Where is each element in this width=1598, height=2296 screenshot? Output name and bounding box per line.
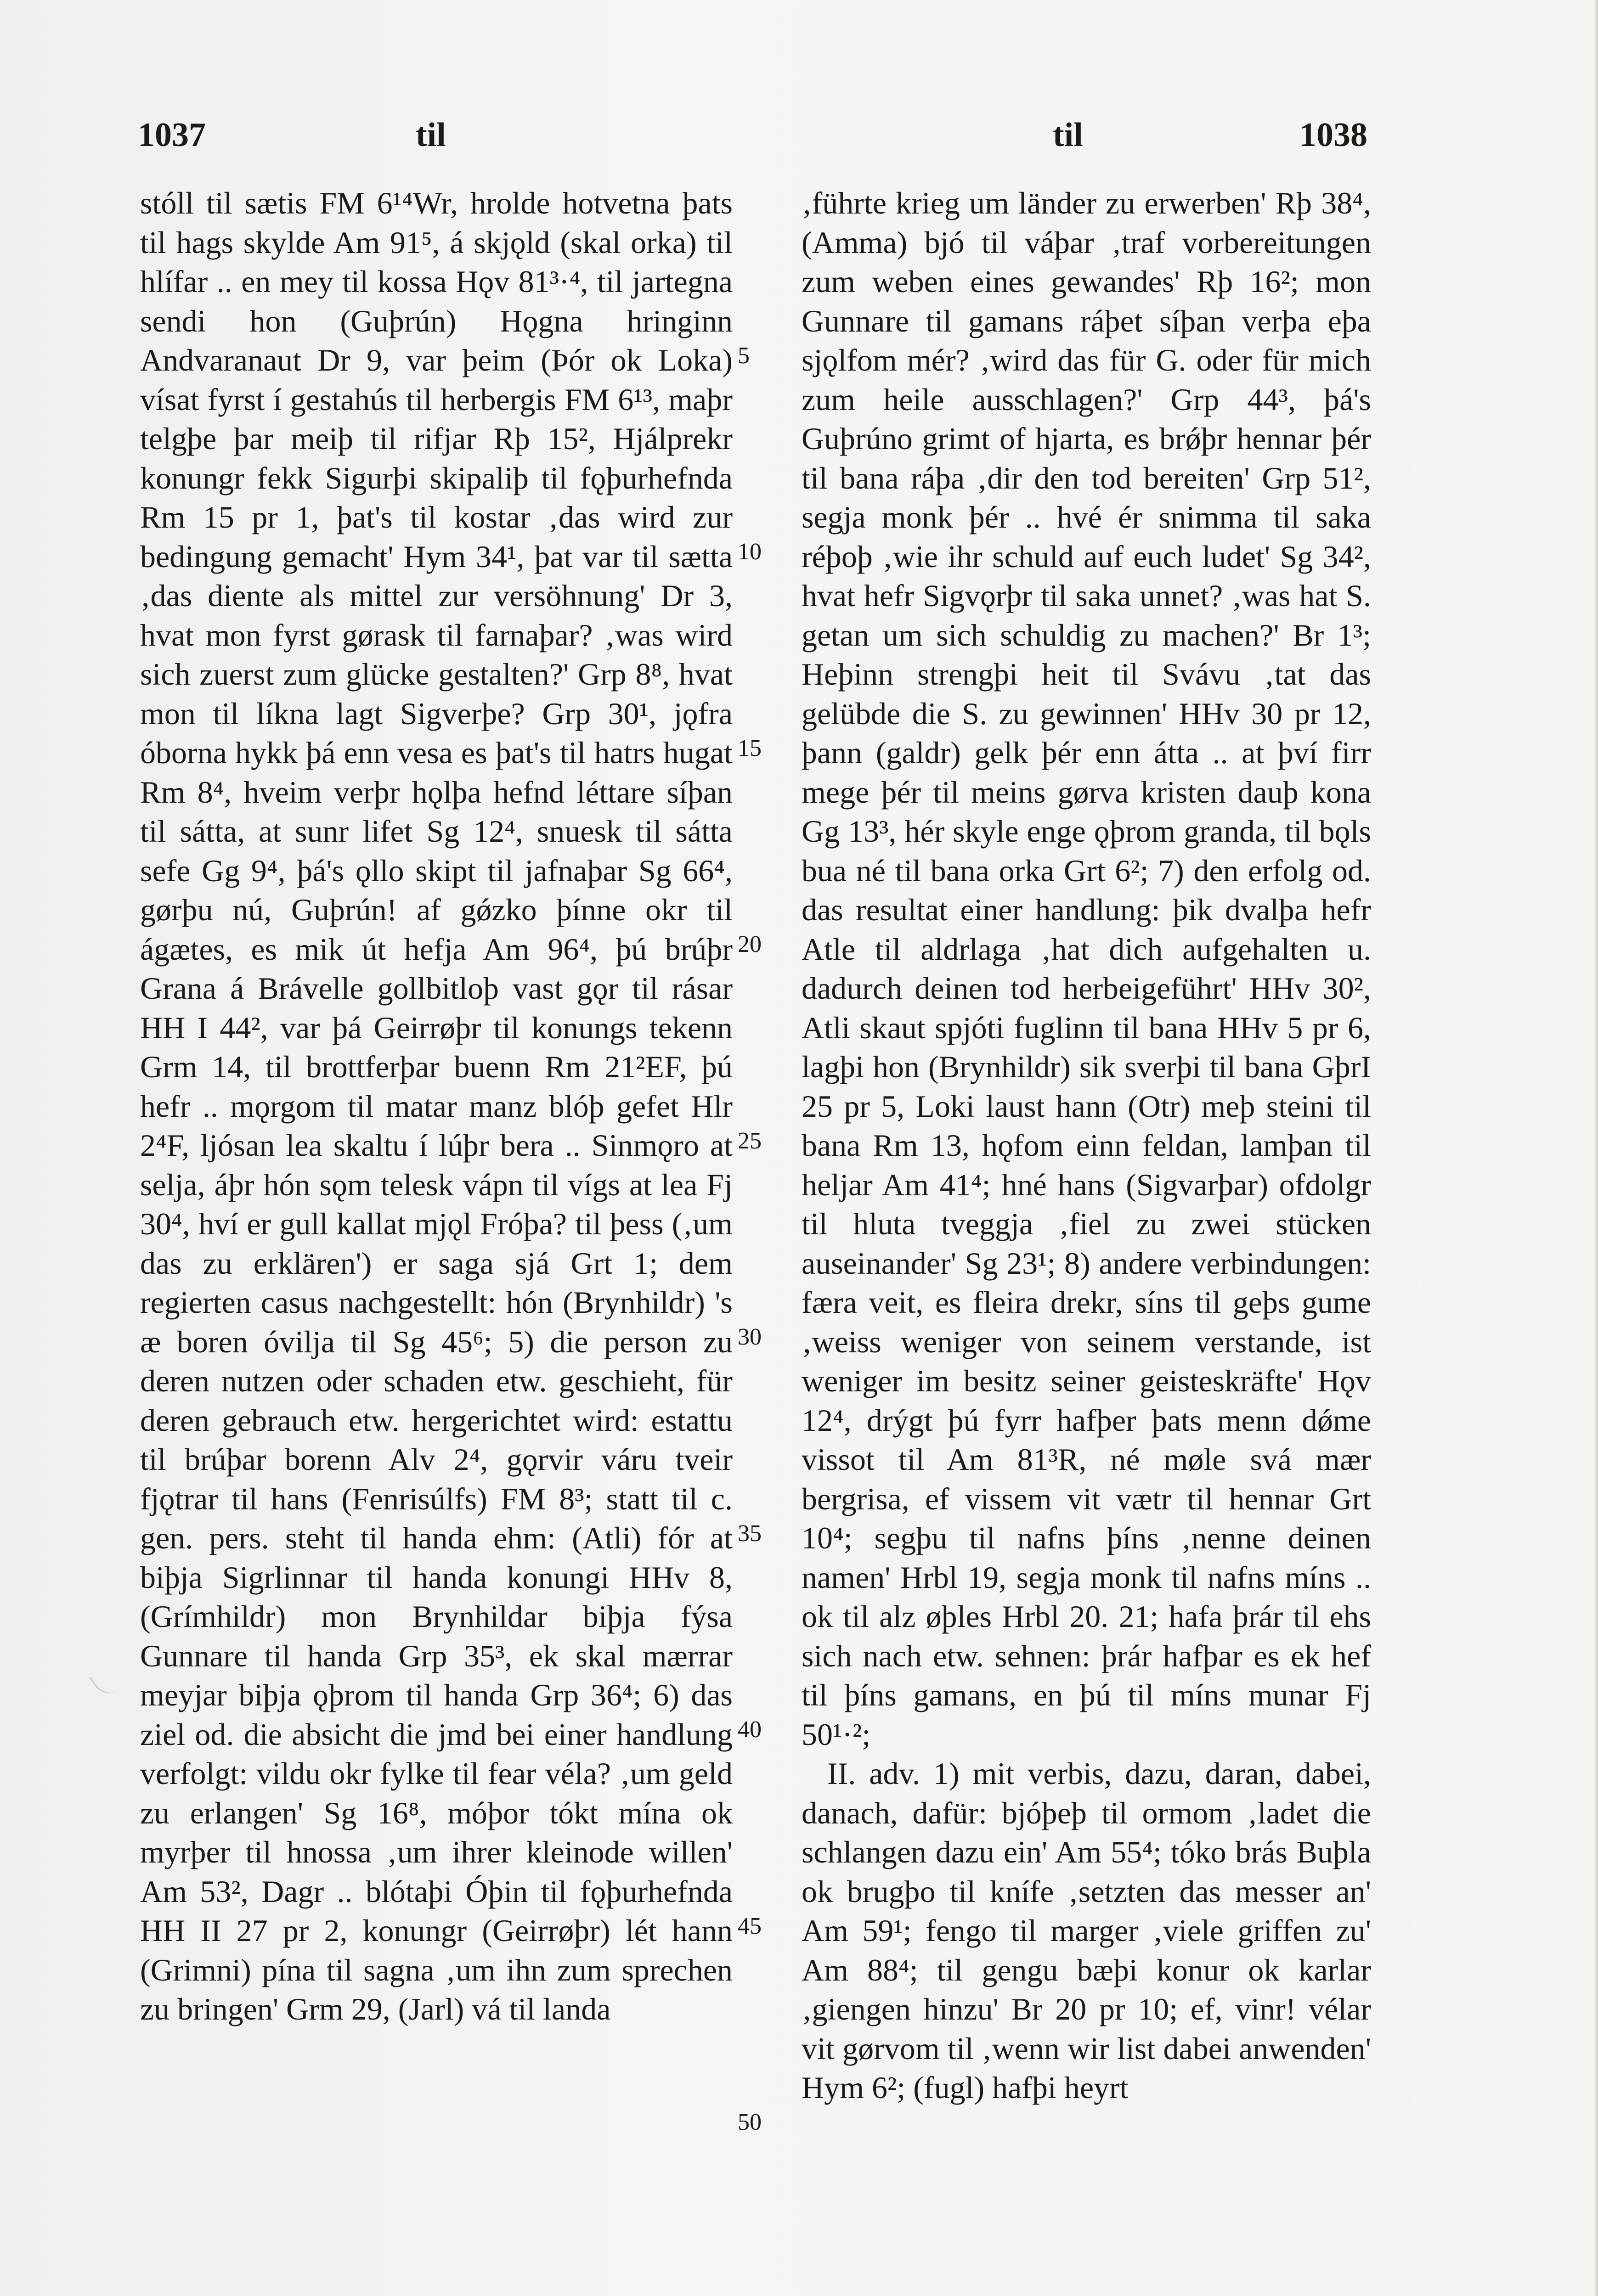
line-number: 5 [738, 343, 750, 369]
right-column [802, 184, 1371, 2108]
line-number: 20 [738, 931, 762, 957]
line-number: 45 [738, 1913, 762, 1939]
left-column-text: stóll til sætis FM 6¹⁴Wr, hrolde hotvetna þats til hags skylde Am 91⁵, á skjǫld (skal orka) til hlífar .. en mey til kossa Hǫv 81³·⁴, til jartegna sendi hon (Guþrún) Hǫgna hringinn Andvaranaut Dr 9, var þeim (Þór ok Loka) vísat fyrst í gestahús til herbergis FM 6¹³, maþr telgþe þar meiþ til rifjar Rþ 15², Hjálprekr konungr fekk Sigurþi skipaliþ til fǫþurhefnda Rm 15 pr 1, þat's til kostar ‚das wird zur bedingung gemacht' Hym 34¹, þat var til sætta ‚das diente als mittel zur versöhnung' Dr 3, hvat mon fyrst gørask til farnaþar? ‚was wird sich zuerst zum glücke gestalten?' Grp 8⁸, hvat mon til líkna lagt Sigverþe? Grp 30¹, jǫfra óborna hykk þá enn vesa es þat's til hatrs hugat Rm 8⁴, hveim verþr hǫlþa hefnd léttare síþan til sátta, at sunr lifet Sg 12⁴, snuesk til sátta sefe Gg 9⁴, þá's ǫllo skipt til jafnaþar Sg 66⁴, gørþu nú, Guþrún! af gǿzko þínne okr til ágætes, es mik út hefja Am 96⁴, þú brúþr Grana á Brávelle gollbitloþ vast gǫr til rásar HH I 44², var þá Geirrøþr til konungs tekenn Grm 14, til brottferþar buenn Rm 21²EF, þú hefr .. mǫrgom til matar manz blóþ gefet Hlr 2⁴F, ljósan lea skaltu í lúþr bera .. Sinmǫro at selja, áþr hón sǫm telesk vápn til vígs at lea Fj 30⁴, hví er gull kallat mjǫl Fróþa? til þess (‚um das zu erklären') er saga sjá Grt 1; dem regierten casus nachgestellt: hón (Brynhildr) 's æ boren óvilja til Sg 45⁶; 5) die person zu deren nutzen oder schaden etw. geschieht, für deren gebrauch etw. hergerichtet wird: estattu til brúþar borenn Alv 2⁴, gǫrvir váru tveir fjǫtrar til hans (Fenrisúlfs) FM 8³; statt til c. gen. pers. steht til handa ehm: (Atli) fór at biþja Sigrlinnar til handa konungi HHv 8, (Grímhildr) mon Brynhildar biþja fýsa Gunnare til handa Grp 35³, ek skal mærrar meyjar biþja ǫþrom til handa Grp 36⁴; 6) das ziel od. die absicht die jmd bei einer handlung verfolgt: vildu okr fylke til fear véla? ‚um geld zu erlangen' Sg 16⁸, móþor tókt mína ok myrþer til hnossa ‚um ihrer kleinode willen' Am 53², Dagr .. blótaþi Óþin til fǫþurhefnda HH II 27 pr 2, konungr (Geirrøþr) lét hann (Grimni) pína til sagna ‚um ihn zum sprechen zu bringen' Grm 29, (Jarl) vá til landa [140, 186, 733, 2026]
right-column-text: ‚führte krieg um länder zu erwerben' Rþ 38⁴, (Amma) bjó til váþar ‚traf vorbereitungen zum weben eines gewandes' Rþ 16²; mon Gunnare til gamans ráþet síþan verþa eþa sjǫlfom mér? ‚wird das für G. oder für mich zum heile ausschlagen?' Grp 44³, þá's Guþrúno grimt of hjarta, es brǿþr hennar þér til bana ráþa ‚dir den tod bereiten' Grp 51², segja monk þér .. hvé ér snimma til saka réþoþ ‚wie ihr schuld auf euch ludet' Sg 34², hvat hefr Sigvǫrþr til saka unnet? ‚was hat S. getan um sich schuldig zu machen?' Br 1³; Heþinn strengþi heit til Svávu ‚tat das gelübde die S. zu gewinnen' HHv 30 pr 12, þann (galdr) gelk þér enn átta .. at því firr mege þér til meins gørva kristen dauþ kona Gg 13³, hér skyle enge ǫþrom granda, til bǫls bua né til bana orka Grt 6²; 7) den erfolg od. das resultat einer handlung: þik dvalþa hefr Atle til aldrlaga ‚hat dich aufgehalten u. dadurch deinen tod herbeigeführt' HHv 30², Atli skaut spjóti fuglinn til bana HHv 5 pr 6, lagþi hon (Brynhildr) sik sverþi til bana GþrI 25 pr 5, Loki laust hann (Otr) meþ steini til bana Rm 13, hǫfom einn feldan, lamþan til heljar Am 41⁴; hné hans (Sigvarþar) ofdolgr til hluta tveggja ‚fiel zu zwei stücken auseinander' Sg 23¹; 8) andere verbindungen: færa veit, es fleira drekr, síns til geþs gume ‚weiss weniger von seinem verstande, ist weniger im besitz seiner geisteskräfte' Hǫv 12⁴, drýgt þú fyrr hafþer þats menn dǿme vissot til Am 81³R, né møle svá mær bergrisa, ef vissem vit vætr til hennar Grt 10⁴; segþu til nafns þíns ‚nenne deinen namen' Hrbl 19, segja monk til nafns míns .. ok til alz øþles Hrbl 20. 21; hafa þrár til ehs sich nach etw. sehnen: þrár hafþar es ek hef til þíns gamans, en þú til míns munar Fj 50¹·²; [802, 186, 1371, 1752]
left-column [140, 184, 733, 2029]
scan-pen-mark [89, 1661, 129, 1700]
line-number: 25 [738, 1128, 762, 1154]
left-running-head: til [416, 116, 446, 154]
line-number: 50 [738, 2109, 762, 2135]
page-edge [1595, 0, 1598, 2296]
right-running-head: til [1053, 116, 1083, 154]
line-number: 30 [738, 1324, 762, 1350]
line-number: 15 [738, 735, 762, 761]
right-page-number: 1038 [1299, 116, 1367, 154]
line-number: 10 [738, 539, 762, 565]
left-page-number: 1037 [138, 116, 206, 154]
right-column-adverb-section: II. adv. 1) mit verbis, dazu, daran, dabei, danach, dafür: bjóþeþ til ormom ‚ladet die schlangen dazu ein' Am 55⁴; tóko brás Buþla ok brugþo til knífe ‚setzten das messer an' Am 59¹; fengo til marger ‚viele griffen zu' Am 88⁴; til gengu bæþi konur ok karlar ‚giengen hinzu' Br 20 pr 10; ef, vinr! vélar vit gørvom til ‚wenn wir list dabei anwenden' Hym 6²; (fugl) hafþi heyrt [802, 1756, 1371, 2105]
line-number: 40 [738, 1716, 762, 1743]
line-number: 35 [738, 1520, 762, 1547]
